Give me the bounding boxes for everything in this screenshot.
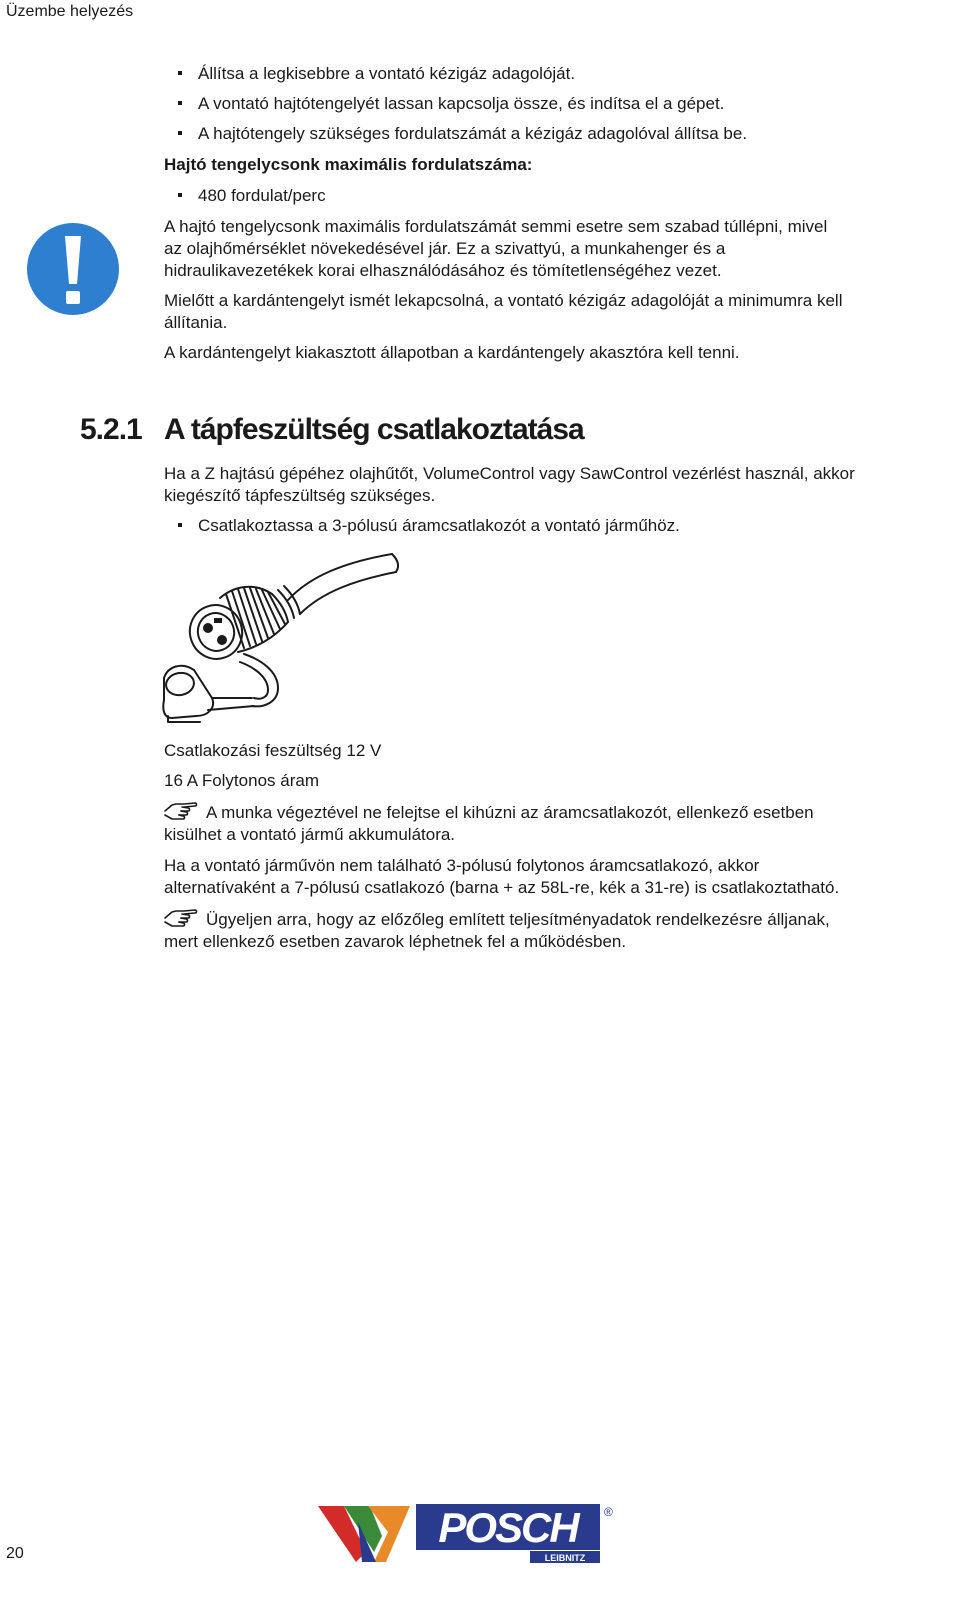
warning-text: Mielőtt a kardántengelyt ismét lekapcsolná, a vontató kézigáz adagolóját a minimumra kell <box>164 291 843 310</box>
bullet-marker <box>178 193 182 197</box>
section-title: A tápfeszültség csatlakoztatása <box>164 413 584 446</box>
svg-text:®: ® <box>604 1505 613 1519</box>
bullet-marker <box>178 101 182 105</box>
alternative-text: alternatívaként a 7-pólusú csatlakozó (barna + az 58L-re, kék a 31-re) is csatlakoztatható. <box>164 878 840 897</box>
max-speed-value: 480 fordulat/perc <box>198 186 326 205</box>
note-line <box>164 909 830 931</box>
bullet-marker <box>178 523 182 527</box>
page-number: 20 <box>6 1545 24 1562</box>
warning-text: hidraulikavezetékek korai elhasználódásához és tömítetlenségéhez vezet. <box>164 261 722 280</box>
svg-text:POSCH: POSCH <box>438 1504 578 1551</box>
list-item-text: A vontató hajtótengelyét lassan kapcsolja össze, és indítsa el a gépet. <box>198 94 725 113</box>
voltage-spec: Csatlakozási feszültség 12 V <box>164 741 382 760</box>
svg-text:LEIBNITZ: LEIBNITZ <box>544 1553 586 1563</box>
note-line <box>164 802 814 824</box>
note-text: mert ellenkező esetben zavarok léphetnek fel a működésben. <box>164 932 627 951</box>
connector-illustration <box>160 548 410 728</box>
note-text: kisülhet a vontató jármű akkumulátora. <box>164 825 456 844</box>
warning-text: A hajtó tengelycsonk maximális fordulatszámát semmi esetre sem szabad túllépni, mivel <box>164 217 828 236</box>
pointing-hand-icon <box>164 802 198 820</box>
current-spec: 16 A Folytonos áram <box>164 771 319 790</box>
list-item-text: A hajtótengely szükséges fordulatszámát a kézigáz adagolóval állítsa be. <box>198 124 748 143</box>
section-intro: Ha a Z hajtású gépéhez olajhűtőt, VolumeControl vagy SawControl vezérlést használ, akkor <box>164 464 855 483</box>
alternative-text: Ha a vontató járművön nem található 3-pólusú folytonos áramcsatlakozó, akkor <box>164 856 760 875</box>
bullet-marker <box>178 71 182 75</box>
exclamation-circle-icon <box>26 222 120 316</box>
note-text: Ügyeljen arra, hogy az előzőleg említett teljesítményadatok rendelkezésre álljanak, <box>206 910 830 929</box>
list-item-text: Állítsa a legkisebbre a vontató kézigáz adagolóját. <box>198 64 576 83</box>
pointing-hand-icon <box>164 909 198 927</box>
note-text: A munka végeztével ne felejtse el kihúzni az áramcsatlakozót, ellenkező esetben <box>206 803 814 822</box>
warning-text: az olajhőmérséklet növekedésével jár. Ez a szivattyú, a munkahenger és a <box>164 239 726 258</box>
warning-text: állítania. <box>164 313 228 332</box>
running-head: Üzembe helyezés <box>6 3 134 20</box>
max-speed-heading: Hajtó tengelycsonk maximális fordulatszáma: <box>164 155 533 174</box>
posch-logo <box>318 1502 618 1566</box>
bullet-marker <box>178 131 182 135</box>
section-number: 5.2.1 <box>80 413 142 446</box>
warning-text: A kardántengelyt kiakasztott állapotban a kardántengely akasztóra kell tenni. <box>164 343 740 362</box>
section-intro: kiegészítő tápfeszültség szükséges. <box>164 486 436 505</box>
list-item-text: Csatlakoztassa a 3-pólusú áramcsatlakozót a vontató járműhöz. <box>198 516 680 535</box>
